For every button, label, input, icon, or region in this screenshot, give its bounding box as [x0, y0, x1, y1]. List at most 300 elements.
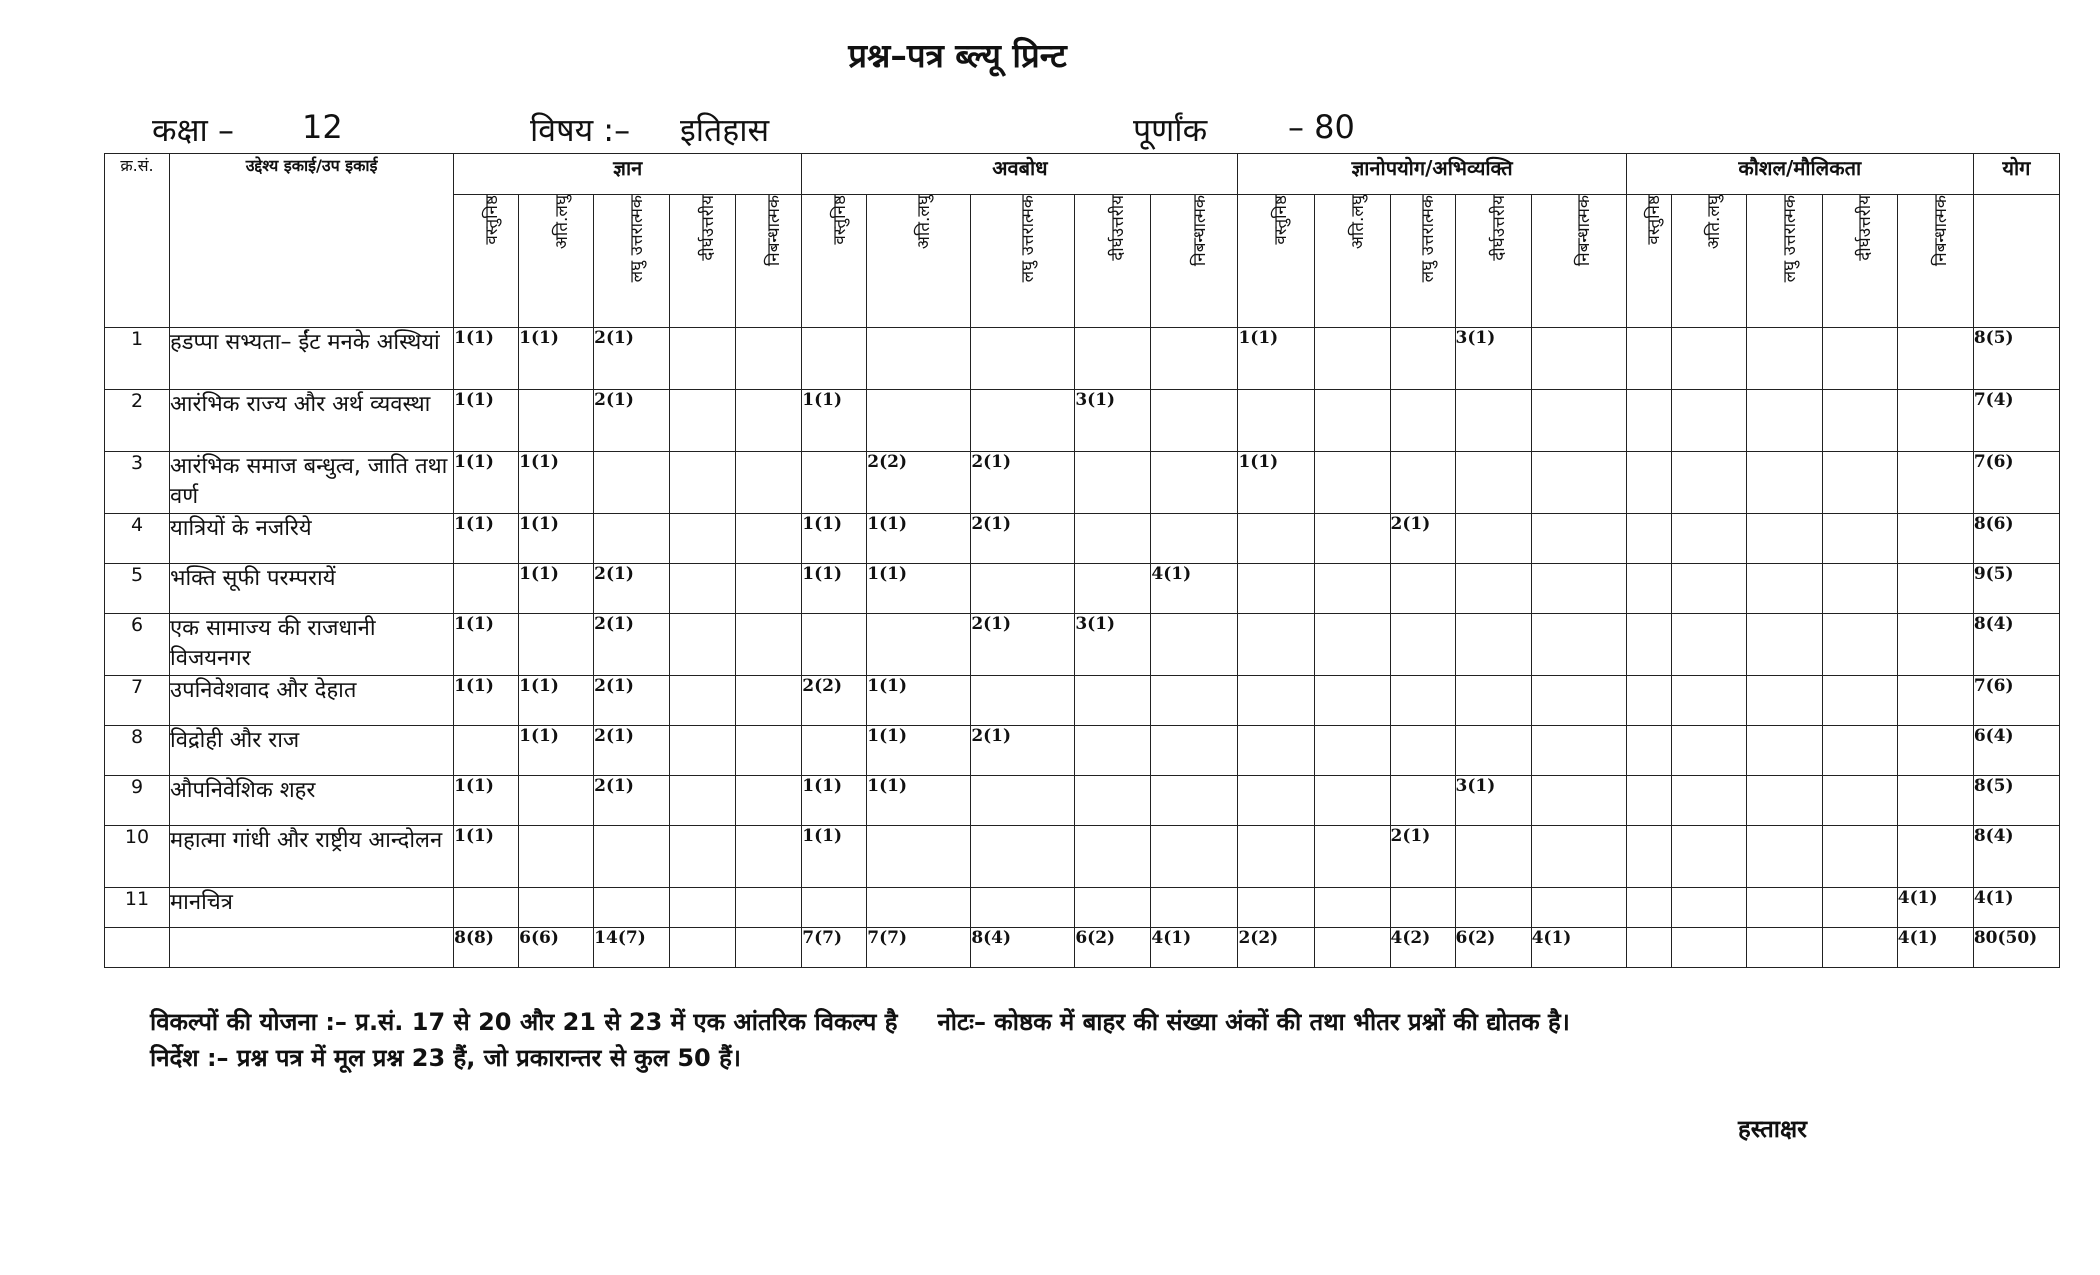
marks-cell	[1746, 726, 1822, 776]
marks-cell	[1075, 726, 1151, 776]
marks-cell	[1151, 726, 1238, 776]
marks-cell	[1238, 614, 1314, 676]
class-value: 12	[302, 108, 343, 146]
row-total: 7(6)	[1973, 452, 2059, 514]
subheader-label: वस्तुनिष्ठ	[481, 195, 502, 245]
marks-cell	[1455, 826, 1531, 888]
serial-number: 2	[105, 390, 170, 452]
marks-cell: 2(1)	[594, 564, 670, 614]
subheader-label: वस्तुनिष्ठ	[1271, 195, 1292, 245]
marks-cell: 1(1)	[519, 726, 594, 776]
marks-cell	[1075, 564, 1151, 614]
table-row	[105, 514, 2060, 564]
marks-cell	[1746, 928, 1822, 968]
table-row	[105, 452, 2060, 514]
unit-name: विद्रोही और राज	[170, 726, 454, 776]
marks-cell: 2(1)	[594, 390, 670, 452]
marks-cell	[1314, 826, 1390, 888]
marks-cell	[1746, 514, 1822, 564]
table-row	[105, 826, 2060, 888]
marks-cell: 2(1)	[971, 514, 1075, 564]
marks-cell: 4(1)	[1531, 928, 1626, 968]
subheader-label: लघु उत्तरात्मक	[1418, 195, 1439, 283]
marks-cell	[1075, 826, 1151, 888]
table-body	[105, 328, 2060, 968]
marks-cell	[1822, 776, 1897, 826]
marks-cell	[1897, 328, 1973, 390]
subheader-label: दीर्घउत्तरीय	[1855, 195, 1876, 261]
table-row	[105, 328, 2060, 390]
options-note: विकल्पों की योजना :– प्र.सं. 17 से 20 और 21 से 23 में एक आंतरिक विकल्प है	[150, 1008, 898, 1036]
marks-cell	[1531, 676, 1626, 726]
unit-name: मानचित्र	[170, 888, 454, 928]
subject-label: विषय :–	[530, 111, 631, 149]
subject-value: इतिहास	[680, 111, 770, 149]
marks-cell	[1314, 614, 1390, 676]
marks-cell	[802, 888, 867, 928]
table-row	[105, 726, 2060, 776]
marks-cell	[736, 928, 802, 968]
subheader-cell	[454, 195, 519, 328]
marks-cell	[1671, 390, 1746, 452]
marks-cell	[1746, 328, 1822, 390]
marks-cell	[670, 514, 736, 564]
marks-cell	[1455, 888, 1531, 928]
subheader-label: लघु उत्तरात्मक	[627, 195, 648, 283]
subheader-cell-total	[1973, 195, 2059, 328]
marks-cell	[1822, 676, 1897, 726]
marks-cell: 1(1)	[454, 328, 519, 390]
marks-cell: 1(1)	[867, 676, 971, 726]
row-total: 8(4)	[1973, 826, 2059, 888]
marks-cell	[519, 614, 594, 676]
marks-cell	[1626, 928, 1671, 968]
marks-cell	[1151, 776, 1238, 826]
marks-cell	[1531, 564, 1626, 614]
marks-cell: 2(1)	[594, 328, 670, 390]
marks-cell	[1626, 826, 1671, 888]
marks-cell: 4(1)	[1151, 564, 1238, 614]
marks-cell	[594, 514, 670, 564]
marks-cell	[867, 328, 971, 390]
marks-cell	[1390, 452, 1455, 514]
marks-cell: 2(1)	[1390, 514, 1455, 564]
marks-cell	[971, 888, 1075, 928]
marks-cell	[1671, 726, 1746, 776]
subheader-cell	[1671, 195, 1746, 328]
subheader-cell	[1151, 195, 1238, 328]
table-row	[105, 564, 2060, 614]
row-total: 6(4)	[1973, 726, 2059, 776]
marks-cell	[670, 676, 736, 726]
unit-name: एक सामाज्य की राजधानी विजयनगर	[170, 614, 454, 676]
marks-cell	[519, 888, 594, 928]
subheader-cell	[1746, 195, 1822, 328]
marks-cell	[670, 564, 736, 614]
marks-cell	[736, 514, 802, 564]
marks-cell	[1746, 614, 1822, 676]
marks-cell	[971, 826, 1075, 888]
marks-cell	[1314, 452, 1390, 514]
marks-cell: 3(1)	[1455, 776, 1531, 826]
marks-cell	[1075, 452, 1151, 514]
marks-cell	[1626, 776, 1671, 826]
subheader-cell	[1075, 195, 1151, 328]
marks-cell	[1626, 514, 1671, 564]
marks-cell	[1626, 564, 1671, 614]
marks-cell: 2(2)	[867, 452, 971, 514]
marks-cell	[1822, 564, 1897, 614]
marks-cell	[1822, 726, 1897, 776]
subheader-label: वस्तुनिष्ठ	[1644, 195, 1665, 245]
marks-cell	[1455, 452, 1531, 514]
subheader-cell	[802, 195, 867, 328]
serial-number: 6	[105, 614, 170, 676]
row-total: 7(4)	[1973, 390, 2059, 452]
marks-cell: 1(1)	[519, 452, 594, 514]
serial-number: 5	[105, 564, 170, 614]
marks-cell	[802, 452, 867, 514]
marks-cell	[1314, 928, 1390, 968]
marks-cell	[971, 390, 1075, 452]
marks-cell	[1746, 826, 1822, 888]
row-total: 9(5)	[1973, 564, 2059, 614]
marks-cell	[802, 328, 867, 390]
marks-cell	[594, 888, 670, 928]
marks-cell: 2(1)	[971, 452, 1075, 514]
marks-cell	[1314, 776, 1390, 826]
row-total: 8(6)	[1973, 514, 2059, 564]
marks-cell: 2(1)	[971, 726, 1075, 776]
marks-cell	[867, 888, 971, 928]
marks-cell	[1151, 826, 1238, 888]
marks-cell	[1390, 328, 1455, 390]
marks-cell: 1(1)	[802, 776, 867, 826]
marks-cell	[1671, 564, 1746, 614]
unit-name: उपनिवेशवाद और देहात	[170, 676, 454, 726]
marks-cell	[971, 328, 1075, 390]
table-row	[105, 888, 2060, 928]
marks-cell	[736, 776, 802, 826]
marks-cell: 1(1)	[802, 564, 867, 614]
marks-cell	[1746, 564, 1822, 614]
subheader-label: लघु उत्तरात्मक	[1779, 195, 1800, 283]
marks-cell: 14(7)	[594, 928, 670, 968]
unit-name: यात्रियों के नजरिये	[170, 514, 454, 564]
subheader-cell	[1314, 195, 1390, 328]
group-header-knowledge: ज्ञान	[454, 154, 802, 195]
unit-name: हडप्पा सभ्यता– ईंट मनके अस्थियां	[170, 328, 454, 390]
marks-cell	[867, 826, 971, 888]
marks-cell	[1822, 826, 1897, 888]
marks-cell: 1(1)	[454, 676, 519, 726]
marks-cell: 2(2)	[802, 676, 867, 726]
subheader-label: अति.लघु	[1347, 195, 1368, 250]
marks-cell	[1671, 614, 1746, 676]
marks-cell	[1746, 888, 1822, 928]
marks-cell	[1897, 390, 1973, 452]
marks-cell	[802, 614, 867, 676]
marks-cell	[1238, 726, 1314, 776]
totals-row	[105, 928, 2060, 968]
marks-cell	[1671, 452, 1746, 514]
brackets-note: नोटः– कोष्ठक में बाहर की संख्या अंकों की तथा भीतर प्रश्नों की द्योतक है।	[937, 1008, 1570, 1036]
marks-label: पूर्णांक	[1133, 111, 1208, 149]
marks-cell	[1671, 776, 1746, 826]
marks-cell: 1(1)	[867, 514, 971, 564]
table-row	[105, 776, 2060, 826]
marks-cell	[1671, 826, 1746, 888]
marks-cell: 3(1)	[1075, 614, 1151, 676]
marks-cell	[1390, 390, 1455, 452]
marks-cell	[454, 726, 519, 776]
marks-cell	[1314, 564, 1390, 614]
unit-name: आरंभिक राज्य और अर्थ व्यवस्था	[170, 390, 454, 452]
serial-number: 11	[105, 888, 170, 928]
marks-cell	[1531, 452, 1626, 514]
marks-cell	[1075, 514, 1151, 564]
marks-cell	[1531, 776, 1626, 826]
marks-cell	[1626, 614, 1671, 676]
marks-cell	[1390, 726, 1455, 776]
marks-cell	[1531, 328, 1626, 390]
serial-number: 10	[105, 826, 170, 888]
marks-cell	[1151, 514, 1238, 564]
unit-name: औपनिवेशिक शहर	[170, 776, 454, 826]
marks-cell	[1822, 888, 1897, 928]
marks-cell	[1314, 390, 1390, 452]
table-row	[105, 676, 2060, 726]
marks-cell	[1151, 614, 1238, 676]
marks-cell	[971, 564, 1075, 614]
marks-cell	[1455, 614, 1531, 676]
serial-number: 1	[105, 328, 170, 390]
page-title: प्रश्न–पत्र ब्ल्यू प्रिन्ट	[848, 36, 1067, 75]
subheader-label: निबन्धात्मक	[1189, 195, 1210, 267]
marks-cell	[1390, 564, 1455, 614]
marks-cell	[1822, 328, 1897, 390]
marks-cell	[1822, 614, 1897, 676]
marks-cell: 6(6)	[519, 928, 594, 968]
marks-cell	[670, 928, 736, 968]
subheader-label: निबन्धात्मक	[1930, 195, 1951, 267]
marks-cell	[1671, 676, 1746, 726]
marks-cell	[1238, 514, 1314, 564]
marks-cell	[454, 888, 519, 928]
row-total: 8(5)	[1973, 328, 2059, 390]
subheader-label: अति.लघु	[551, 195, 572, 250]
marks-cell	[1455, 514, 1531, 564]
subheader-cell	[867, 195, 971, 328]
marks-cell	[1238, 826, 1314, 888]
marks-cell	[1455, 564, 1531, 614]
marks-cell	[1151, 888, 1238, 928]
marks-cell	[1314, 328, 1390, 390]
instruction-note: निर्देश :– प्रश्न पत्र में मूल प्रश्न 23 हैं, जो प्रकारान्तर से कुल 50 हैं।	[150, 1044, 741, 1072]
marks-cell	[1746, 776, 1822, 826]
marks-cell	[670, 888, 736, 928]
marks-cell	[1626, 888, 1671, 928]
marks-cell	[1822, 452, 1897, 514]
marks-cell: 3(1)	[1455, 328, 1531, 390]
serial-number: 3	[105, 452, 170, 514]
marks-cell: 2(1)	[971, 614, 1075, 676]
marks-cell	[1531, 390, 1626, 452]
group-header-application: ज्ञानोपयोग/अभिव्यक्ति	[1238, 154, 1626, 195]
marks-cell: 8(4)	[971, 928, 1075, 968]
marks-cell: 1(1)	[867, 726, 971, 776]
marks-cell: 1(1)	[519, 328, 594, 390]
marks-cell: 1(1)	[454, 514, 519, 564]
marks-cell	[867, 390, 971, 452]
marks-cell	[670, 726, 736, 776]
marks-cell: 3(1)	[1075, 390, 1151, 452]
serial-number: 9	[105, 776, 170, 826]
marks-cell: 2(1)	[594, 726, 670, 776]
marks-cell	[1626, 452, 1671, 514]
row-total: 80(50)	[1973, 928, 2059, 968]
marks-cell	[670, 826, 736, 888]
subheader-label: अति.लघु	[1704, 195, 1725, 250]
marks-cell	[1897, 614, 1973, 676]
marks-cell	[1897, 676, 1973, 726]
marks-cell	[670, 776, 736, 826]
marks-cell: 1(1)	[867, 776, 971, 826]
marks-cell: 4(1)	[1897, 888, 1973, 928]
marks-cell	[1314, 676, 1390, 726]
marks-cell: 7(7)	[867, 928, 971, 968]
marks-cell	[1626, 328, 1671, 390]
marks-cell	[1314, 514, 1390, 564]
marks-cell: 1(1)	[454, 826, 519, 888]
marks-cell: 2(1)	[1390, 826, 1455, 888]
unit-header: उद्देश्य इकाई/उप इकाई	[170, 154, 454, 328]
subheader-cell	[1822, 195, 1897, 328]
row-total: 8(4)	[1973, 614, 2059, 676]
marks-cell: 1(1)	[519, 514, 594, 564]
marks-cell: 4(2)	[1390, 928, 1455, 968]
subheader-label: दीर्घउत्तरीय	[698, 195, 719, 261]
subheader-cell	[971, 195, 1075, 328]
marks-cell	[1897, 452, 1973, 514]
marks-cell	[1075, 888, 1151, 928]
marks-cell: 1(1)	[1238, 328, 1314, 390]
subheader-cell	[1626, 195, 1671, 328]
marks-cell	[1531, 614, 1626, 676]
marks-cell: 6(2)	[1075, 928, 1151, 968]
marks-cell	[736, 676, 802, 726]
subheader-cell	[1390, 195, 1455, 328]
marks-cell: 2(2)	[1238, 928, 1314, 968]
marks-cell: 1(1)	[519, 676, 594, 726]
marks-cell	[736, 564, 802, 614]
class-label: कक्षा –	[152, 111, 234, 149]
marks-cell: 4(1)	[1897, 928, 1973, 968]
marks-cell	[1822, 390, 1897, 452]
marks-cell	[1238, 776, 1314, 826]
marks-cell	[1897, 514, 1973, 564]
marks-cell	[1671, 888, 1746, 928]
serial-number: 8	[105, 726, 170, 776]
subheader-cell	[519, 195, 594, 328]
group-header-skill: कौशल/मौलिकता	[1626, 154, 1973, 195]
subheader-label: दीर्घउत्तरीय	[1488, 195, 1509, 261]
subheader-label: दीर्घउत्तरीय	[1108, 195, 1129, 261]
marks-cell	[594, 452, 670, 514]
marks-cell	[1455, 726, 1531, 776]
marks-cell	[736, 614, 802, 676]
marks-cell: 1(1)	[519, 564, 594, 614]
subheader-label: लघु उत्तरात्मक	[1018, 195, 1039, 283]
marks-cell	[1151, 390, 1238, 452]
row-total: 4(1)	[1973, 888, 2059, 928]
marks-cell	[1897, 826, 1973, 888]
marks-cell	[802, 726, 867, 776]
marks-cell	[670, 328, 736, 390]
subheader-cell	[1531, 195, 1626, 328]
blueprint-table	[104, 153, 2060, 968]
marks-cell	[670, 452, 736, 514]
marks-cell	[1897, 776, 1973, 826]
unit-name: आरंभिक समाज बन्धुत्व, जाति तथा वर्ण	[170, 452, 454, 514]
subheader-label: वस्तुनिष्ठ	[829, 195, 850, 245]
marks-cell	[971, 776, 1075, 826]
marks-cell	[519, 390, 594, 452]
marks-cell: 1(1)	[802, 514, 867, 564]
notes	[150, 1004, 1570, 1076]
marks-cell	[736, 390, 802, 452]
subheader-cell	[736, 195, 802, 328]
marks-cell: 4(1)	[1151, 928, 1238, 968]
marks-cell	[1455, 390, 1531, 452]
unit-name	[170, 928, 454, 968]
marks-cell	[454, 564, 519, 614]
serial-number: 4	[105, 514, 170, 564]
marks-cell	[1531, 888, 1626, 928]
subheader-cell	[594, 195, 670, 328]
row-total: 7(6)	[1973, 676, 2059, 726]
row-total: 8(5)	[1973, 776, 2059, 826]
marks-cell: 1(1)	[867, 564, 971, 614]
marks-cell: 7(7)	[802, 928, 867, 968]
marks-cell	[1455, 676, 1531, 726]
subheader-label: निबन्धात्मक	[1574, 195, 1595, 267]
marks-cell	[1390, 676, 1455, 726]
marks-cell	[670, 390, 736, 452]
marks-cell	[594, 826, 670, 888]
marks-cell	[1671, 928, 1746, 968]
marks-cell	[1626, 390, 1671, 452]
marks-cell: 1(1)	[454, 614, 519, 676]
marks-cell	[670, 614, 736, 676]
marks-cell	[1314, 888, 1390, 928]
marks-cell: 2(1)	[594, 614, 670, 676]
subheader-label: अति.लघु	[914, 195, 935, 250]
marks-cell	[1626, 726, 1671, 776]
marks-cell	[1238, 390, 1314, 452]
marks-cell	[736, 452, 802, 514]
serial-number: 7	[105, 676, 170, 726]
marks-cell	[1531, 514, 1626, 564]
marks-cell	[1897, 726, 1973, 776]
marks-cell: 8(8)	[454, 928, 519, 968]
marks-cell: 1(1)	[454, 390, 519, 452]
marks-cell	[1075, 328, 1151, 390]
marks-cell	[1151, 676, 1238, 726]
marks-cell	[736, 328, 802, 390]
marks-cell	[1746, 452, 1822, 514]
marks-cell	[736, 726, 802, 776]
